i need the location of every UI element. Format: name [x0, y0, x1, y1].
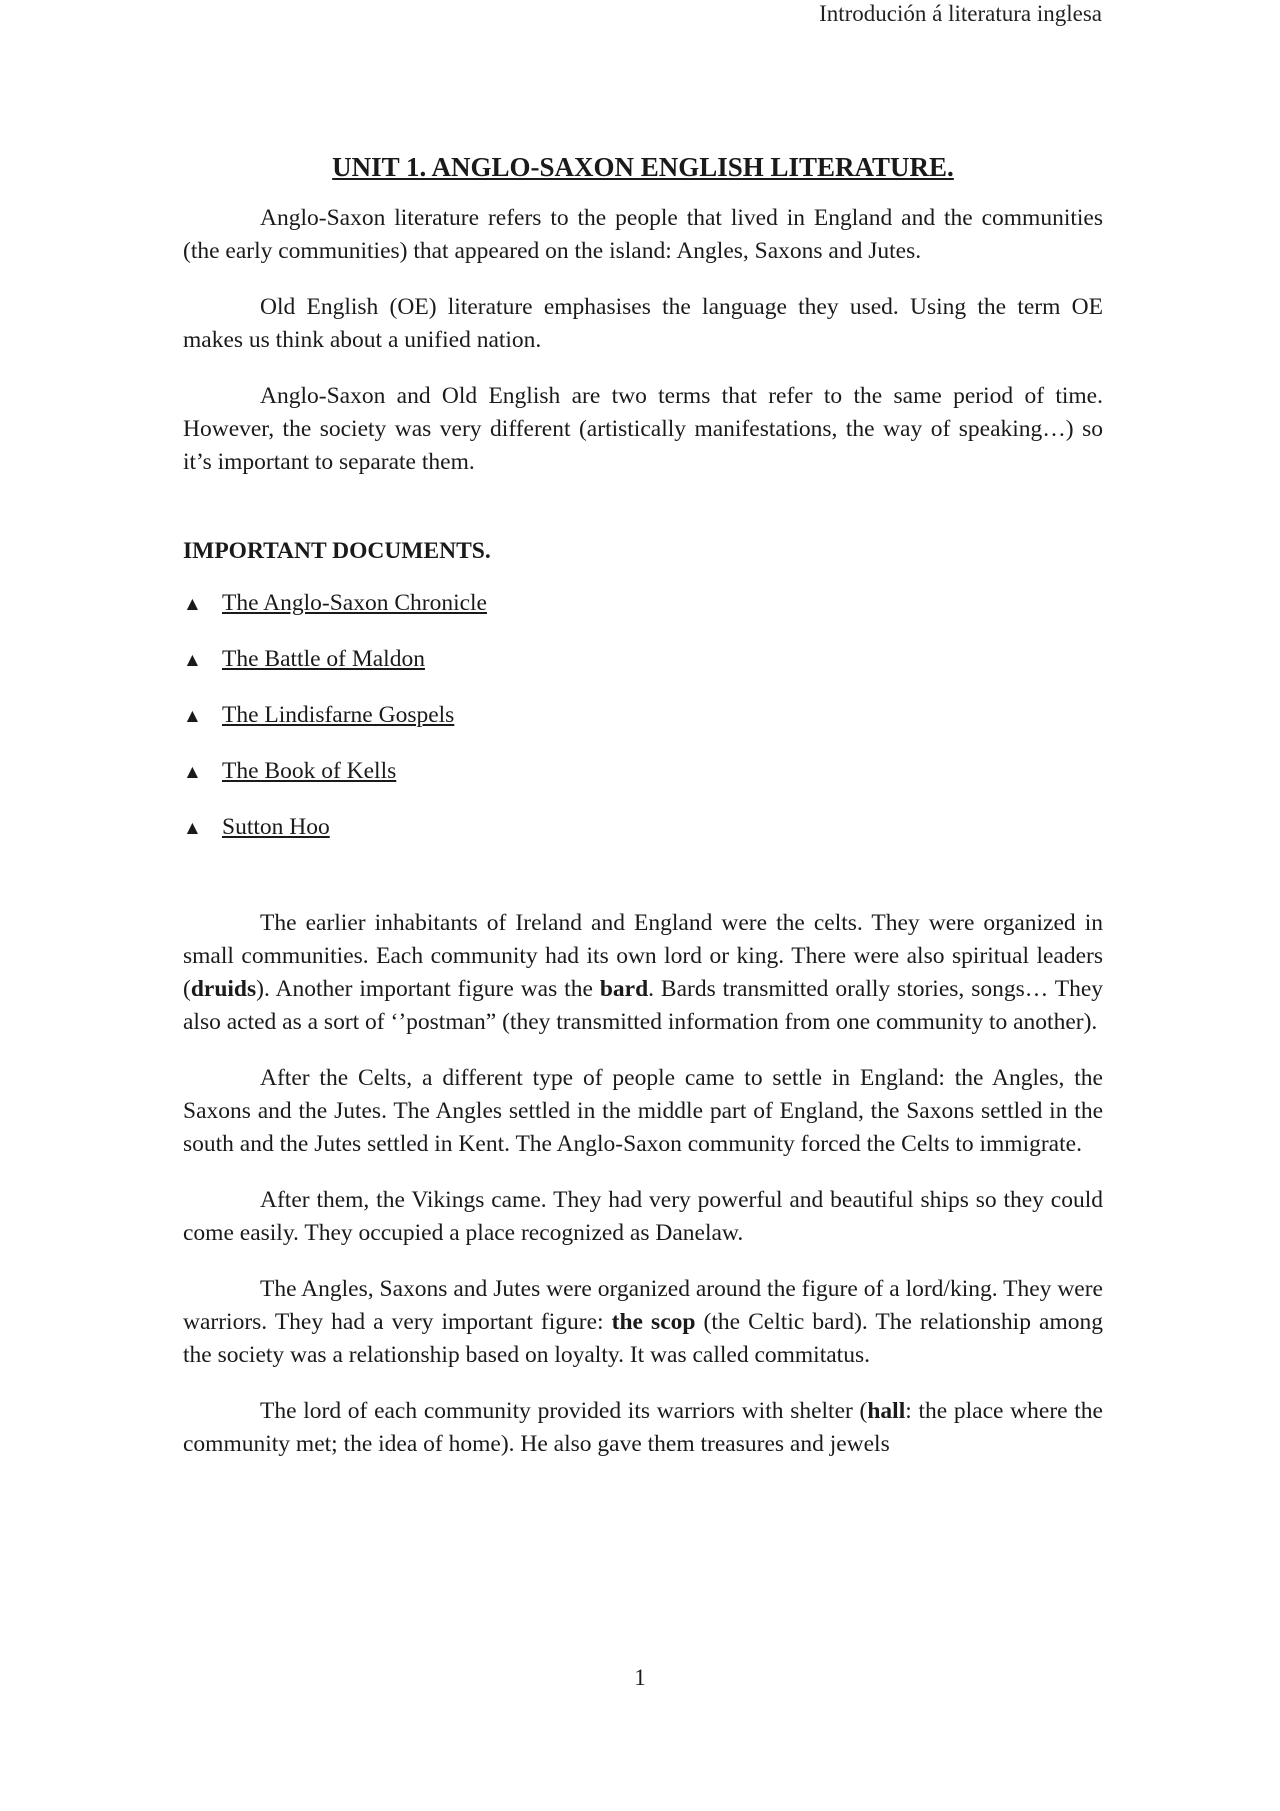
- list-item: [183, 811, 1103, 845]
- intro-paragraph-2: Old English (OE) literature emphasises the language they used. Using the term OE makes us think about a unified nation.: [183, 294, 1103, 353]
- list-item: [183, 699, 1103, 733]
- documents-list: [183, 587, 1103, 845]
- scop-text-a: The Angles, Saxons and Jutes were organized around the figure of a lord/king. They were warriors. They had a very important figure:: [183, 1276, 1103, 1335]
- page-title: UNIT 1. ANGLO-SAXON ENGLISH LITERATURE.: [332, 152, 954, 182]
- list-item: [183, 587, 1103, 621]
- page-number: 1: [634, 1665, 646, 1690]
- document-body: [183, 150, 1103, 1484]
- list-item: [183, 643, 1103, 677]
- celts-text-c: . Bards transmitted orally stories, songs… They also acted as a sort of ‘’postman” (they transmitted information from one community to another).: [183, 976, 1104, 1035]
- celts-text-a: The earlier inhabitants of Ireland and England were the celts. They were organized in small communities. Each community had its own lord or king. There were also spiritual leaders (: [183, 910, 1103, 1002]
- scop-text-b: (the Celtic bard). The relationship among the society was a relationship based on loyalty. It was called commitatus.: [183, 1309, 1103, 1368]
- intro-paragraph-1: Anglo-Saxon literature refers to the people that lived in England and the communities (the early communities) that appeared on the island: Angles, Saxons and Jutes.: [183, 205, 1103, 264]
- hall-paragraph: [183, 1395, 1103, 1461]
- celts-text-b: ). Another important figure was the: [256, 976, 600, 1002]
- bard-term: bard: [599, 976, 649, 1002]
- document-link-book-of-kells[interactable]: The Book of Kells: [222, 758, 397, 784]
- triangle-bullet-icon: ▲: [183, 650, 202, 671]
- anglo-saxons-settle-paragraph: After the Celts, a different type of people came to settle in England: the Angles, the Saxons and the Jutes. The Angles settled in the middle part of England, the Saxons settled in the south and the Jutes settled in Kent. The Anglo-Saxon community forced the Celts to immigrate.: [183, 1065, 1103, 1157]
- running-header: Introdución á literatura inglesa: [819, 1, 1102, 26]
- vikings-paragraph: After them, the Vikings came. They had very powerful and beautiful ships so they could come easily. They occupied a place recognized as Danelaw.: [183, 1187, 1103, 1246]
- druids-term: druids: [190, 976, 257, 1002]
- documents-heading: IMPORTANT DOCUMENTS.: [183, 538, 491, 564]
- intro-paragraph-3: Anglo-Saxon and Old English are two terms that refer to the same period of time. However, the society was very different (artistically manifestations, the way of speaking…) so it’s important to separate them.: [183, 383, 1103, 475]
- list-item: [183, 755, 1103, 789]
- scop-paragraph: [183, 1273, 1103, 1372]
- celts-paragraph: [183, 907, 1103, 1039]
- document-link-sutton-hoo[interactable]: Sutton Hoo: [222, 814, 330, 840]
- hall-term: hall: [867, 1398, 906, 1424]
- document-link-battle-of-maldon[interactable]: The Battle of Maldon: [222, 646, 425, 672]
- triangle-bullet-icon: ▲: [183, 762, 202, 783]
- hall-text-b: : the place where the community met; the idea of home). He also gave them treasures and jewels: [183, 1398, 1103, 1457]
- triangle-bullet-icon: ▲: [183, 706, 202, 727]
- triangle-bullet-icon: ▲: [183, 818, 202, 839]
- hall-text-a: The lord of each community provided its warriors with shelter (: [260, 1398, 868, 1424]
- scop-term: the scop: [611, 1309, 696, 1335]
- document-link-anglo-saxon-chronicle[interactable]: The Anglo-Saxon Chronicle: [222, 590, 487, 616]
- triangle-bullet-icon: ▲: [183, 594, 202, 615]
- document-link-lindisfarne-gospels[interactable]: The Lindisfarne Gospels: [222, 702, 455, 728]
